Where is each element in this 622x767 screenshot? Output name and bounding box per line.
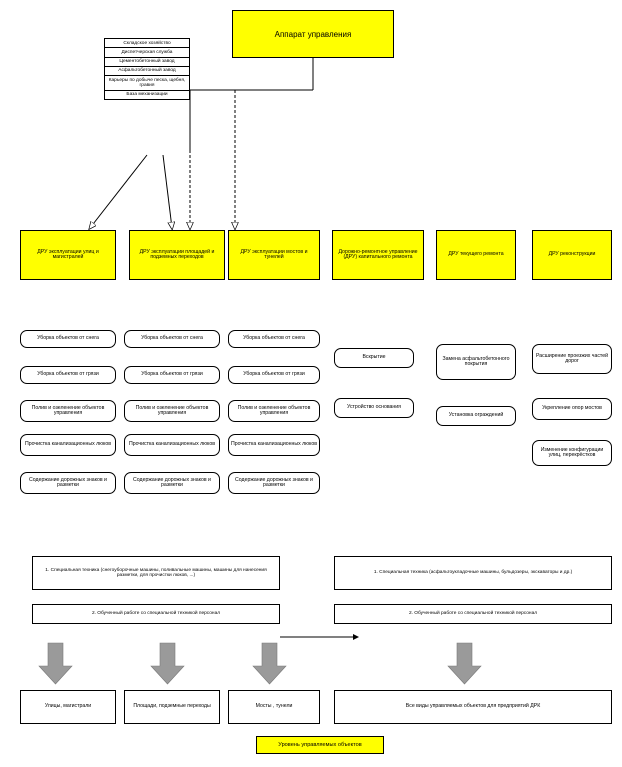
task-item (228, 434, 320, 456)
task-label: Расширение проезжих частей дорог (535, 352, 609, 364)
task-item (228, 330, 320, 348)
object-squares (124, 690, 220, 724)
resource-label: 1. Специальная техника (асфальтоукладочные машины, бульдозеры, экскаваторы и др.) (373, 570, 573, 576)
task-item (228, 366, 320, 384)
object-all (334, 690, 612, 724)
object-bridges (228, 690, 320, 724)
resource-label: 2. Обученный работе со специальной техникой персонал (408, 611, 538, 617)
task-label: Уборка объектов от снега (141, 335, 203, 342)
stack-row: Асфальтобетонный завод (105, 67, 189, 76)
task-item (334, 398, 414, 418)
task-item (334, 348, 414, 368)
task-item (124, 472, 220, 494)
object-label: Площади, подземные переходы (133, 703, 211, 710)
resource-label: 2. Обученный работе со специальной техникой персонал (91, 611, 221, 617)
task-item (532, 398, 612, 420)
task-label: Полив и озеленение объектов управления (135, 404, 209, 416)
task-item (20, 366, 116, 384)
task-label: Уборка объектов от снега (243, 335, 305, 342)
task-label: Уборка объектов от грязи (37, 371, 99, 378)
task-item (532, 344, 612, 374)
task-item (124, 330, 220, 348)
task-label: Уборка объектов от снега (37, 335, 99, 342)
resource-label: 1. Специальная техника (снегоуборочные машины, поливальные машины, машины для нанесения разметки, для прочистки люков, ...) (45, 567, 267, 578)
task-item (532, 440, 612, 466)
task-item (124, 366, 220, 384)
dept-bridges[interactable] (228, 230, 320, 280)
task-label: Прочистка канализационных люков (128, 441, 215, 448)
task-label: Замена асфальтобетонного покрытия (442, 355, 510, 367)
task-label: Уборка объектов от грязи (141, 371, 203, 378)
up-arrow-4 (448, 643, 481, 684)
task-label: Уборка объектов от грязи (243, 371, 305, 378)
stack-row: База механизации (126, 92, 168, 98)
dept-label: Дорожно-ремонтное управление (ДРУ) капитального ремонта (338, 248, 418, 260)
task-label: Укрепление опор мостов (542, 405, 602, 412)
dept-current-repair[interactable] (436, 230, 516, 280)
resources-right-tech (334, 556, 612, 590)
stack-row: Цементобетонный завод (105, 58, 189, 67)
task-label: Вскрытие (362, 354, 386, 361)
dept-label: ДРУ эксплуатации мостов и тунелей (240, 248, 308, 260)
resources-right-staff (334, 604, 612, 624)
resources-left-staff (32, 604, 280, 624)
dept-squares[interactable] (129, 230, 225, 280)
task-label: Содержание дорожных знаков и разметки (133, 476, 211, 488)
task-item (228, 400, 320, 422)
top-services-stack (104, 38, 190, 100)
dept-label: ДРУ текущего ремонта (448, 251, 504, 258)
dept-reconstruction[interactable] (532, 230, 612, 280)
task-item (20, 330, 116, 348)
object-label: Все виды управляемых объектов для предприятий ДРК (405, 703, 541, 710)
object-label: Мосты , тунели (255, 703, 293, 710)
title-apparatus (232, 10, 394, 58)
task-label: Прочистка канализационных люков (231, 441, 318, 448)
task-label: Прочистка канализационных люков (24, 441, 111, 448)
stack-row: Диспетчерская служба (105, 48, 189, 57)
stack-row: Карьеры по добыче песка, щебня, гравия (105, 76, 189, 91)
up-arrow-2 (151, 643, 184, 684)
up-arrow-1 (39, 643, 72, 684)
task-item (20, 472, 116, 494)
dept-label: ДРУ эксплуатации площадей и подземных переходов (139, 248, 215, 260)
dept-label: ДРУ реконструкции (548, 251, 596, 258)
object-streets (20, 690, 116, 724)
stack-row: Складское хозяйство (105, 39, 189, 48)
task-item (228, 472, 320, 494)
task-item (20, 400, 116, 422)
task-label: Полив и озеленение объектов управления (31, 404, 105, 416)
task-item (124, 434, 220, 456)
task-label: Содержание дорожных знаков и разметки (29, 476, 107, 488)
task-label: Установка ограждений (448, 412, 504, 419)
task-label: Полив и озеленение объектов управления (237, 404, 311, 416)
object-label: Улицы, магистрали (44, 703, 92, 710)
dept-label: ДРУ эксплуатации улиц и магистралей (37, 248, 99, 260)
bottom-level-text: Уровень управляемых объектов (278, 742, 362, 748)
resources-left-tech (32, 556, 280, 590)
task-item (124, 400, 220, 422)
task-item (436, 406, 516, 426)
task-label: Устройство основания (347, 404, 401, 411)
task-label: Содержание дорожных знаков и разметки (235, 476, 313, 488)
dept-capital-repair[interactable] (332, 230, 424, 280)
dept-streets[interactable] (20, 230, 116, 280)
task-item (436, 344, 516, 380)
bottom-level-label (256, 736, 384, 754)
task-label: Изменение конфигурации улиц, перекрёстков (540, 446, 604, 458)
task-item (20, 434, 116, 456)
up-arrow-3 (253, 643, 286, 684)
title-text: Аппарат управления (274, 29, 352, 39)
